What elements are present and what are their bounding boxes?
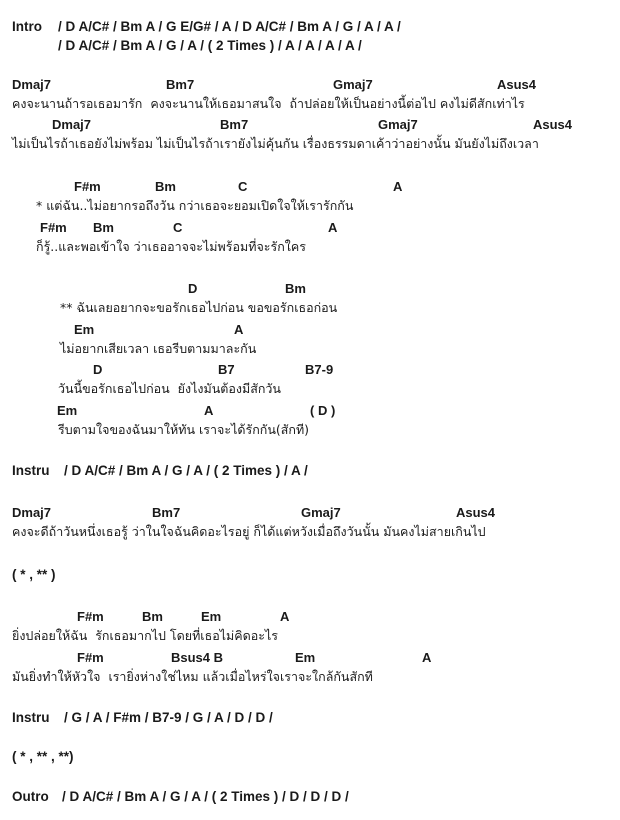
chord: Bm xyxy=(142,609,163,624)
chord: F#m xyxy=(40,220,67,235)
intro-chords-line-1: / D A/C# / Bm A / G E/G# / A / D A/C# / Bm A / G / A / A / xyxy=(58,19,401,34)
repeat-marker: ( * , ** ) xyxy=(12,567,56,582)
instru-chords-line: / G / A / F#m / B7-9 / G / A / D / D / xyxy=(64,710,273,725)
chord: C xyxy=(238,179,248,194)
chord: Gmaj7 xyxy=(301,505,341,520)
chord: Em xyxy=(74,322,95,337)
instru-chords-line: / D A/C# / Bm A / G / A / ( 2 Times ) / A / xyxy=(64,463,308,478)
lyric-line: มันยิ่งทำให้หัวใจ เรายิ่งห่างใช่ไหม แล้วเมื่อไหร่ใจเราจะใกล้กันสักที xyxy=(12,669,373,684)
chord: B7 xyxy=(218,362,235,377)
chord: Em xyxy=(57,403,78,418)
chord: Gmaj7 xyxy=(333,77,373,92)
lyric-line: คงจะนานถ้ารอเธอมารัก คงจะนานให้เธอมาสนใจ ถ้าปล่อยให้เป็นอย่างนี้ต่อไป คงไม่ดีสักเท่าไร xyxy=(12,96,525,111)
chord: A xyxy=(280,609,290,624)
chord: Bm xyxy=(93,220,114,235)
chord: Asus4 xyxy=(497,77,537,92)
chord: A xyxy=(328,220,338,235)
chord: Em xyxy=(201,609,222,624)
chord: Dmaj7 xyxy=(12,505,52,520)
chord: A xyxy=(234,322,244,337)
chord: A xyxy=(422,650,432,665)
lyric-line: ไม่อยากเสียเวลา เธอรีบตามมาละกัน xyxy=(60,341,257,356)
chord: C xyxy=(173,220,183,235)
chord: A xyxy=(393,179,403,194)
chord: ( D ) xyxy=(310,403,336,418)
chord: D xyxy=(188,281,198,296)
repeat-marker: ( * , ** , **) xyxy=(12,749,74,764)
outro-chords-line: / D A/C# / Bm A / G / A / ( 2 Times ) / D / D / D / xyxy=(62,789,349,804)
lyric-line: ** ฉันเลยอยากจะขอรักเธอไปก่อน ขอขอรักเธอก่อน xyxy=(60,300,338,315)
lyric-line: วันนี้ขอรักเธอไปก่อน ยังไงมันต้องมีสักวัน xyxy=(58,381,281,396)
instru-label: Instru xyxy=(12,463,50,478)
chord: Asus4 xyxy=(533,117,573,132)
lyric-line: รีบตามใจของฉันมาให้ทัน เราจะได้รักกัน(สักที) xyxy=(58,422,310,437)
chord: F#m xyxy=(74,179,101,194)
instru-label: Instru xyxy=(12,710,50,725)
intro-chords-line-2: / D A/C# / Bm A / G / A / ( 2 Times ) / A / A / A / A / xyxy=(58,38,362,53)
chord: F#m xyxy=(77,650,104,665)
chord: Asus4 xyxy=(456,505,496,520)
chord: Dmaj7 xyxy=(52,117,92,132)
lyric-line: ก็รู้..และพอเข้าใจ ว่าเธออาจจะไม่พร้อมที่จะรักใคร xyxy=(36,239,306,254)
outro-label: Outro xyxy=(12,789,49,804)
lyric-line: * แต่ฉัน..ไม่อยากรอถึงวัน กว่าเธอจะยอมเปิดใจให้เรารักกัน xyxy=(36,198,354,213)
chord: Em xyxy=(295,650,316,665)
lyric-line: คงจะดีถ้าวันหนึ่งเธอรู้ ว่าในใจฉันคิดอะไรอยู่ ก็ได้แต่หวังเมื่อถึงวันนั้น มันคงไม่สายเกินไป xyxy=(12,524,486,539)
chord: F#m xyxy=(77,609,104,624)
chord: D xyxy=(93,362,103,377)
chord: Gmaj7 xyxy=(378,117,418,132)
chord: B7-9 xyxy=(305,362,334,377)
lyric-line: ไม่เป็นไรถ้าเธอยังไม่พร้อม ไม่เป็นไรถ้าเรายังไม่คุ้นกัน เรื่องธรรมดาเค้าว่าอย่างนั้น มันยังไม่ถึงเวลา xyxy=(12,136,539,151)
chord: Bsus4 B xyxy=(171,650,224,665)
chord: Bm xyxy=(285,281,306,296)
chord: Bm7 xyxy=(152,505,181,520)
chord: Dmaj7 xyxy=(12,77,52,92)
chord: Bm7 xyxy=(220,117,249,132)
chord: Bm7 xyxy=(166,77,195,92)
lyric-line: ยิ่งปล่อยให้ฉัน รักเธอมากไป โดยที่เธอไม่คิดอะไร xyxy=(12,628,278,643)
intro-label: Intro xyxy=(12,19,42,34)
chord: Bm xyxy=(155,179,176,194)
chord: A xyxy=(204,403,214,418)
